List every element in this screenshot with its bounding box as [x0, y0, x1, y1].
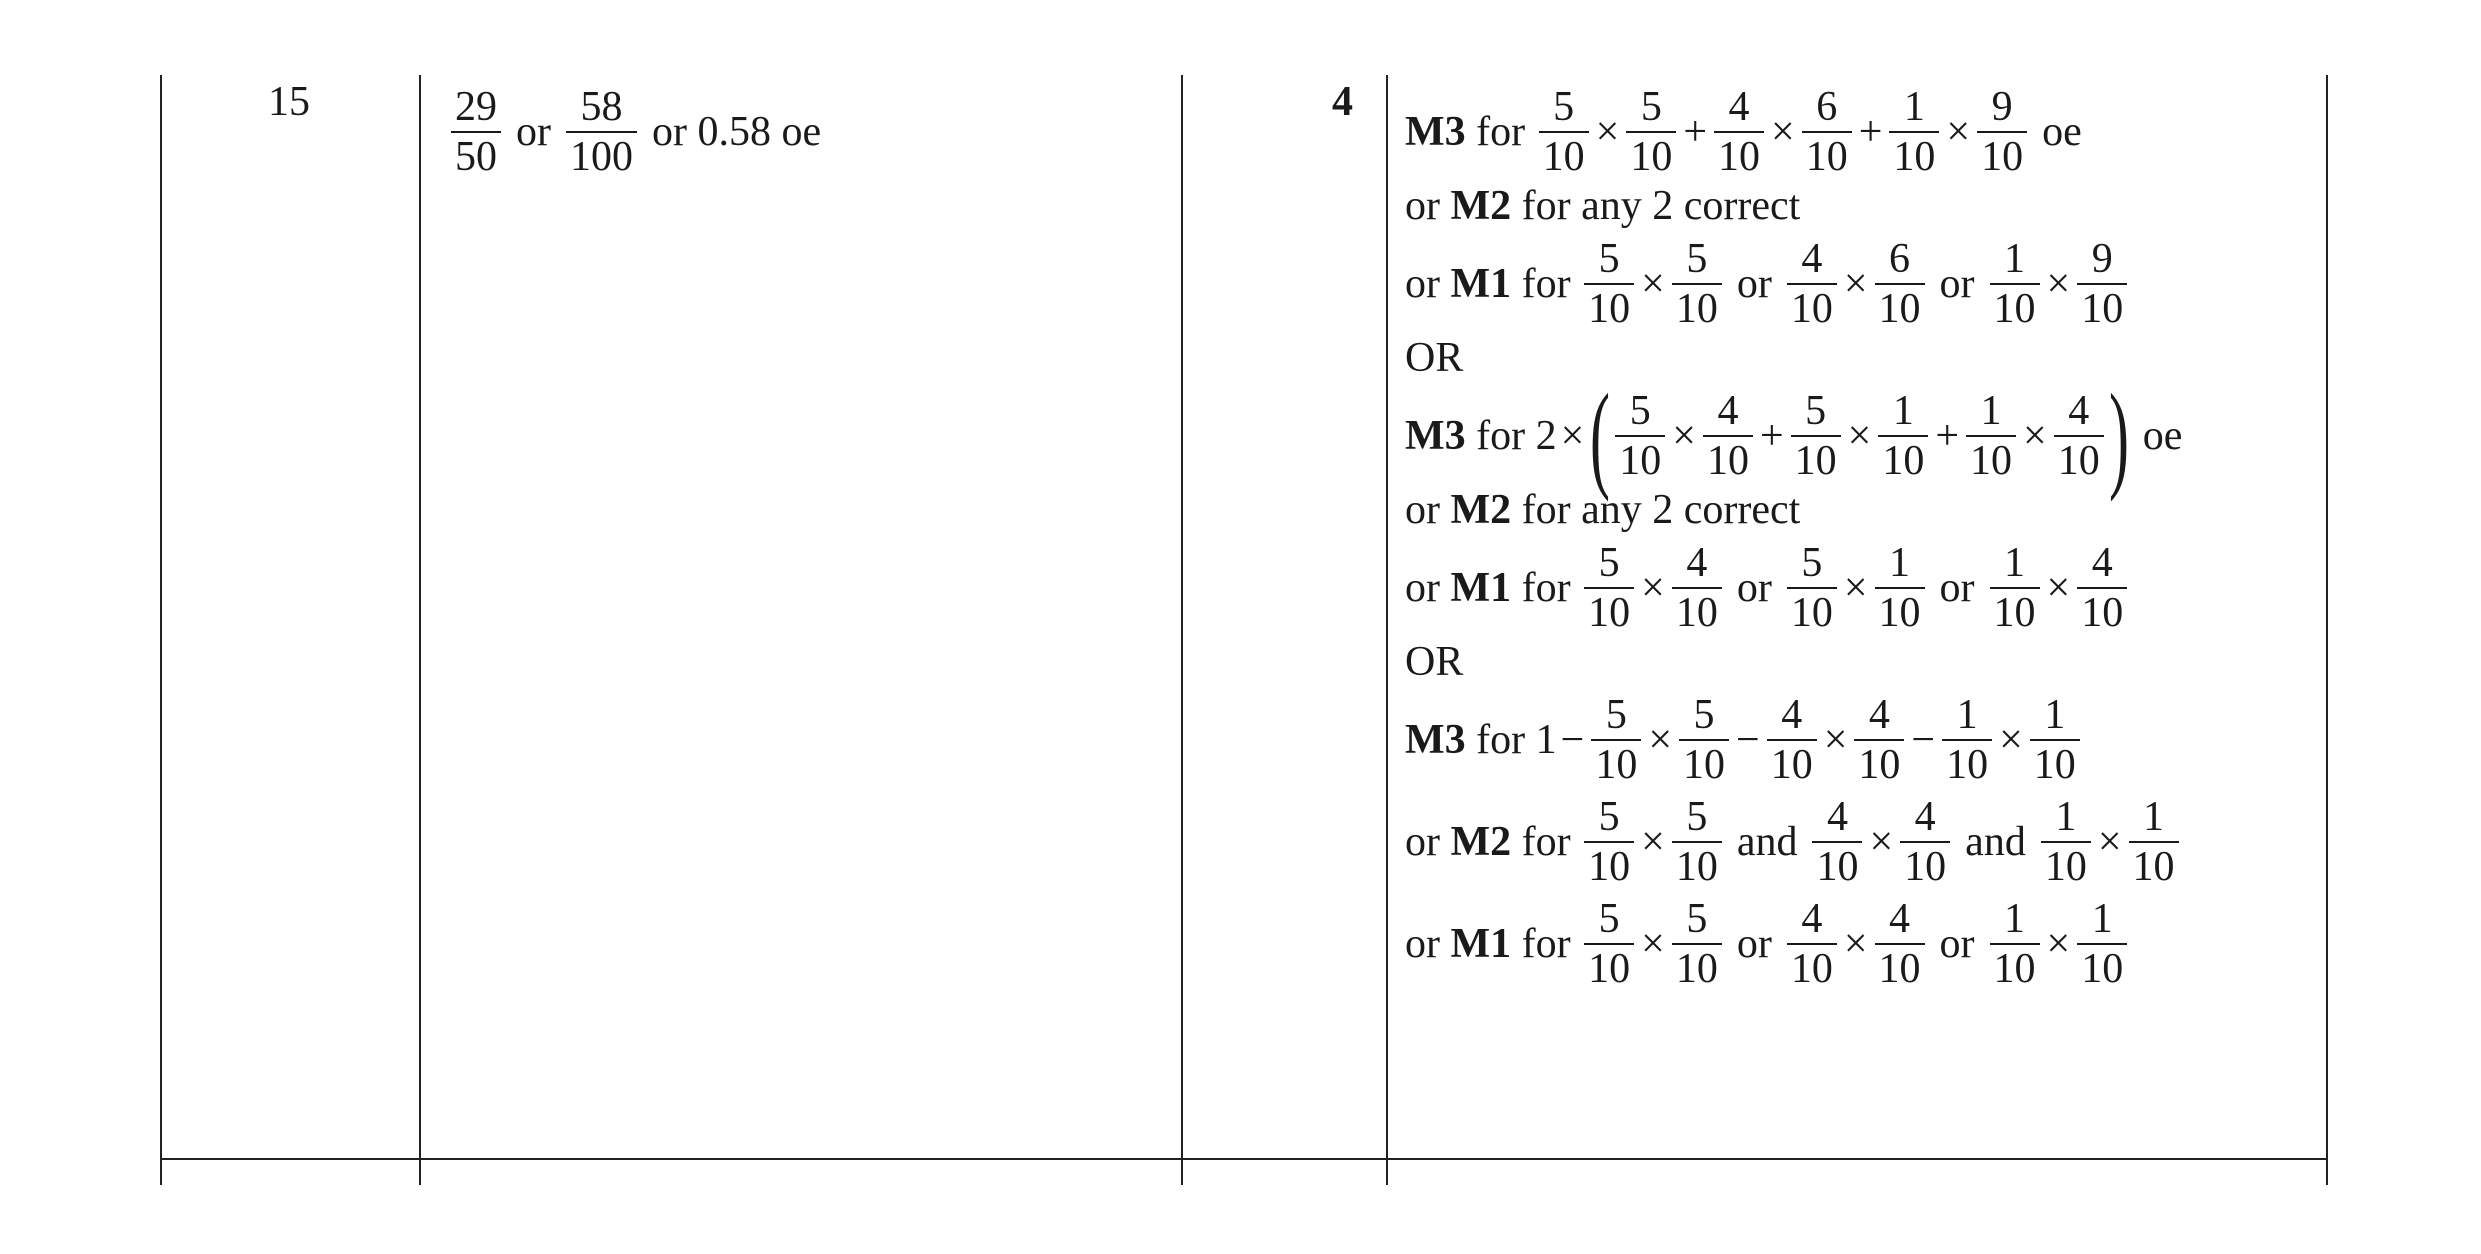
method-b-m1: or M1 for $\frac{5}{10}$ × $\frac{4}{10}$ or $\frac{5}{10}$ × $\frac{1}{10}$ or $\frac{1}{10}$ × $\frac{4}{10}$	[1405, 538, 2194, 638]
answer-line: $\frac{29}{50}$ or $\frac{58}{100}$ or 0.58 oe	[448, 82, 833, 182]
answer-cell	[448, 82, 833, 184]
row-bottom-border	[160, 1158, 2328, 1160]
answer-fraction-1: $\frac{29}{50}$	[451, 87, 501, 177]
column-divider-left	[160, 75, 162, 1185]
column-divider-question	[419, 75, 421, 1185]
method-c-m3: M3 for 1 − $\frac{5}{10}$ × $\frac{5}{10}$ − $\frac{4}{10}$ × $\frac{4}{10}$ − $\frac{1}{10}$ × $\frac{1}{10}$	[1405, 690, 2194, 790]
column-divider-mark	[1386, 75, 1388, 1185]
method-c-m1: or M1 for $\frac{5}{10}$ × $\frac{5}{10}$ or $\frac{4}{10}$ × $\frac{4}{10}$ or $\frac{1}{10}$ × $\frac{1}{10}$	[1405, 894, 2194, 994]
column-divider-right	[2326, 75, 2328, 1185]
or-separator-2: OR	[1405, 639, 1464, 685]
method-a-m1: or M1 for $\frac{5}{10}$ × $\frac{5}{10}$ or $\frac{4}{10}$ × $\frac{6}{10}$ or $\frac{1}{10}$ × $\frac{9}{10}$	[1405, 234, 2194, 334]
question-number: 15	[268, 79, 310, 125]
or-separator-1: OR	[1405, 335, 1464, 381]
column-divider-answer	[1181, 75, 1183, 1185]
mark-value: 4	[1332, 79, 1353, 125]
method-a-m3: M3 for $\frac{5}{10}$ × $\frac{5}{10}$ + $\frac{4}{10}$ × $\frac{6}{10}$ + $\frac{1}{10}$ × $\frac{9}{10}$ oe	[1405, 84, 2082, 180]
method-b-m2: or M2 for any 2 correct	[1405, 487, 1801, 533]
method-c-m2: or M2 for $\frac{5}{10}$ × $\frac{5}{10}$ and $\frac{4}{10}$ × $\frac{4}{10}$ and $\frac{1}{10}$ × $\frac{1}{10}$	[1405, 792, 2194, 892]
method-a-m2: or M2 for any 2 correct	[1405, 183, 1801, 229]
answer-fraction-2: $\frac{58}{100}$	[566, 87, 637, 177]
mark-scheme-notes	[1405, 82, 2194, 996]
method-b-m3: M3 for 2 × ( $\frac{5}{10}$ × $\frac{4}{10}$ + $\frac{5}{10}$ × $\frac{1}{10}$ + $\frac{1}{10}$ × $\frac{4}{10}$ ) oe	[1405, 369, 2183, 502]
